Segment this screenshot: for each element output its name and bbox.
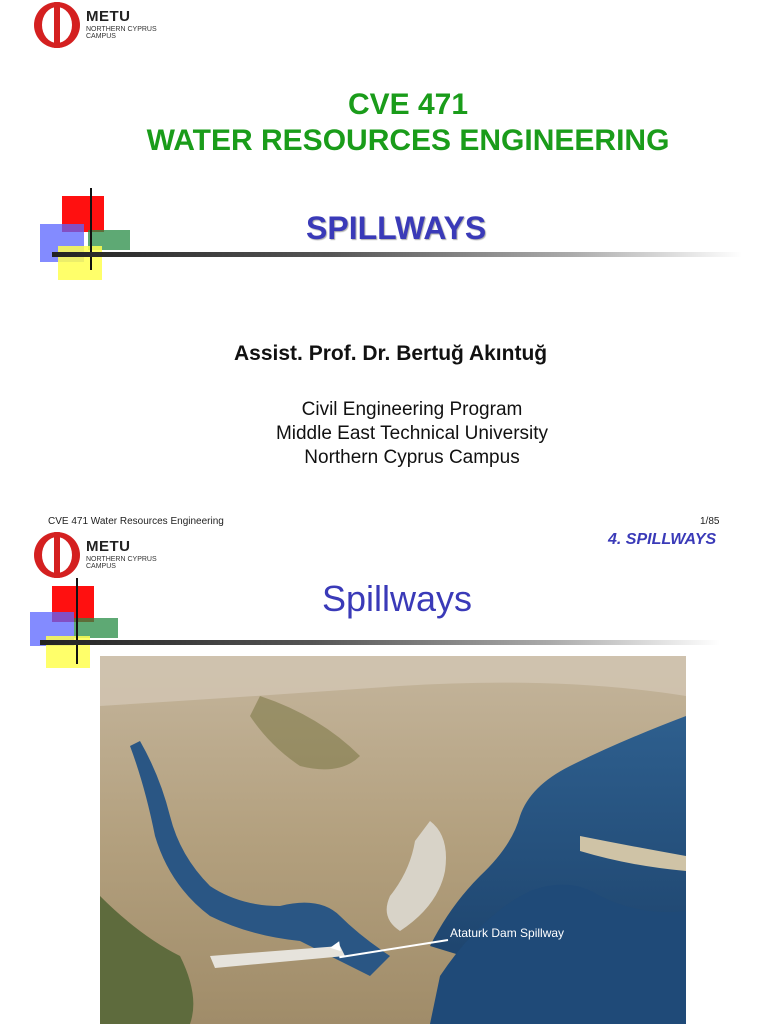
metu-logo-2 [34,532,174,578]
metu-logo-sub-1: NORTHERN CYPRUS [86,26,157,33]
aerial-dam-photo [100,656,686,1024]
metu-logo-name: METU [86,538,131,555]
metu-logo [34,2,174,48]
title-underline [52,252,742,257]
title-underline-2 [40,640,720,645]
photo-caption: Ataturk Dam Spillway [450,926,565,940]
course-title: WATER RESOURCES ENGINEERING [146,124,670,157]
course-code: CVE 471 [347,88,469,121]
slide-title: Spillways [322,578,473,619]
metu-logo-sub-2: CAMPUS [86,563,116,570]
metu-logo-icon [34,2,80,48]
metu-logo-sub-2: CAMPUS [86,33,116,40]
decorative-squares [38,186,138,286]
institution-line-2: Middle East Technical University [275,423,549,444]
topic-title: SPILLWAYS [306,210,487,246]
arrow-head-icon [329,941,340,952]
metu-logo-name: METU [86,8,131,25]
metu-logo-icon [34,532,80,578]
institution-line-1: Civil Engineering Program [301,399,523,420]
metu-logo-sub-1: NORTHERN CYPRUS [86,556,157,563]
slide-2 [0,530,768,1024]
footer-course: CVE 471 Water Resources Engineering [48,516,224,527]
page-number: 1/85 [700,516,720,527]
section-label: 4. SPILLWAYS [608,531,717,548]
institution-line-3: Northern Cyprus Campus [304,447,520,468]
author-name: Assist. Prof. Dr. Bertuğ Akıntuğ [234,342,548,365]
